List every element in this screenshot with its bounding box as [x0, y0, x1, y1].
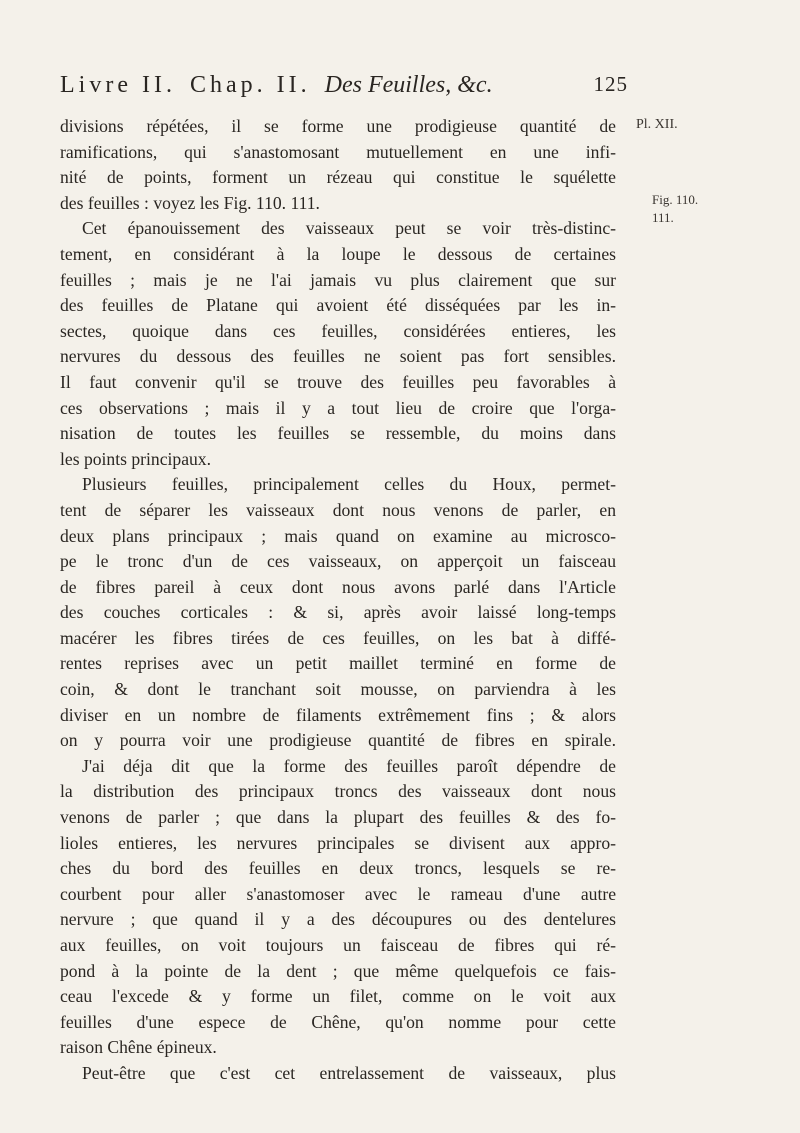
- text-line: des feuilles de Platane qui avoient été disséquées par les in-: [60, 295, 616, 316]
- text-line: sectes, quoique dans ces feuilles, considérées entieres, les: [60, 320, 616, 341]
- text-line: des feuilles : voyez les Fig. 110. 111.: [60, 192, 320, 213]
- running-header: [60, 72, 628, 99]
- page-number: 125: [593, 72, 628, 96]
- text-line: feuilles d'une espece de Chêne, qu'on nomme pour cette: [60, 1011, 616, 1032]
- text-line: lioles entieres, les nervures principales se divisent aux appro-: [60, 832, 616, 853]
- text-line: nervure ; que quand il y a des découpures ou des dentelures: [60, 909, 616, 930]
- text-line: Cet épanouissement des vaisseaux peut se voir très-distinc-: [82, 218, 616, 239]
- margin-note-figure-2: 111.: [652, 210, 674, 225]
- text-line: aux feuilles, on voit toujours un faisceau de fibres qui ré-: [60, 935, 616, 955]
- text-line: de fibres pareil à ceux dont nous avons parlé dans l'Article: [60, 576, 616, 597]
- text-line: ceau l'excede & y forme un filet, comme on le voit aux: [60, 986, 616, 1007]
- text-line: pe le tronc d'un de ces vaisseaux, on apperçoit un faisceau: [60, 551, 616, 572]
- text-line: des couches corticales : & si, après avoir laissé long-temps: [60, 602, 616, 623]
- text-line: feuilles ; mais je ne l'ai jamais vu plus clairement que sur: [60, 269, 616, 290]
- text-line: ches du bord des feuilles en deux troncs, lesquels se re-: [60, 858, 616, 879]
- margin-note-plate: Pl. XII.: [636, 117, 678, 132]
- text-line: coin, & dont le tranchant soit mousse, on parviendra à les: [60, 679, 616, 700]
- text-line: les points principaux.: [60, 448, 211, 469]
- text-line: diviser en un nombre de filaments extrêmement fins ; & alors: [60, 704, 616, 725]
- text-line: ces observations ; mais il y a tout lieu de croire que l'orga-: [60, 397, 616, 418]
- text-line: Plusieurs feuilles, principalement celles du Houx, permet-: [82, 474, 616, 495]
- header-title: Des Feuilles, &c.: [324, 72, 493, 98]
- header-book: Livre II.: [60, 72, 176, 98]
- text-line: deux plans principaux ; mais quand on examine au microsco-: [60, 525, 616, 546]
- text-line: courbent pour aller s'anastomoser avec le rameau d'une autre: [60, 883, 616, 904]
- text-line: macérer les fibres tirées de ces feuilles, on les bat à diffé-: [60, 627, 616, 648]
- text-line: Il faut convenir qu'il se trouve des feuilles peu favorables à: [60, 371, 616, 392]
- text-line: raison Chêne épineux.: [60, 1037, 217, 1058]
- text-line: rentes reprises avec un petit maillet terminé en forme de: [60, 653, 616, 674]
- text-line: pond à la pointe de la dent ; que même quelquefois ce fais-: [60, 960, 616, 981]
- text-line: ramifications, qui s'anastomosant mutuellement en une infi-: [60, 141, 616, 162]
- body-text: [60, 114, 616, 1087]
- text-line: J'ai déja dit que la forme des feuilles paroît dépendre de: [82, 755, 616, 776]
- text-line: tement, en considérant à la loupe le dessous de certaines: [60, 243, 616, 264]
- text-line: venons de parler ; que dans la plupart des feuilles & des fo-: [60, 807, 616, 828]
- text-line: on y pourra voir une prodigieuse quantité de fibres en spirale.: [60, 730, 616, 751]
- header-chapter: Chap. II.: [189, 72, 311, 98]
- margin-note-figure: Fig. 110.: [652, 192, 699, 207]
- text-line: Peut-être que c'est cet entrelassement de vaisseaux, plus: [82, 1062, 616, 1083]
- text-line: la distribution des principaux troncs des vaisseaux dont nous: [60, 781, 616, 802]
- text-line: tent de séparer les vaisseaux dont nous venons de parler, en: [60, 499, 616, 520]
- text-line: divisions répétées, il se forme une prodigieuse quantité de: [60, 116, 616, 136]
- text-line: nité de points, forment un rézeau qui constitue le squélette: [60, 167, 616, 188]
- text-line: nervures du dessous des feuilles ne soient pas fort sensibles.: [60, 346, 616, 367]
- text-line: nisation de toutes les feuilles se ressemble, du moins dans: [60, 423, 616, 444]
